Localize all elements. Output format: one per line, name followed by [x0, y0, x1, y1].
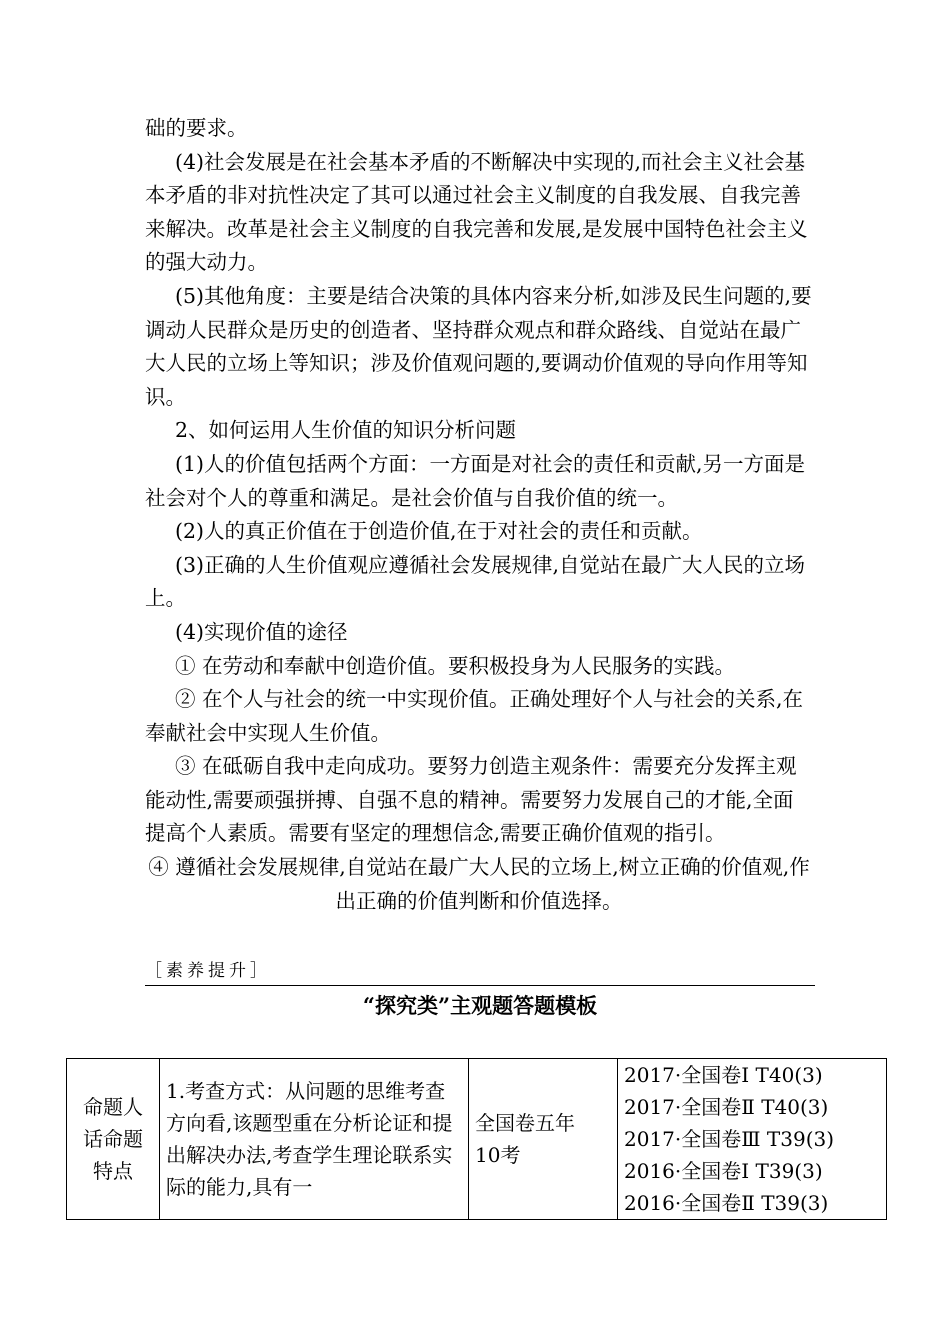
exam-item: 2016·全国卷Ⅱ T39(3) [624, 1191, 829, 1215]
paragraph-2: (5)其他角度：主要是结合决策的具体内容来分析,如涉及民生问题的,要调动人民群众是历史的创造者、坚持群众观点和群众路线、自觉站在最广大人民的立场上等知识；涉及价值观问题的,要调动价值观的导向作用等知识。 [145, 283, 812, 409]
frequency-line: 全国卷五年 [475, 1111, 575, 1135]
frequency-cell [469, 1059, 618, 1220]
row-label-cell [67, 1059, 160, 1220]
paragraph-0: 础的要求。 [145, 116, 248, 140]
paragraph-11: ④ 遵循社会发展规律,自觉站在最广大人民的立场上,树立正确的价值观,作出正确的价值判断和价值选择。 [148, 855, 810, 913]
row-label-line: 特点 [93, 1159, 133, 1183]
paragraph-4: (1)人的价值包括两个方面：一方面是对社会的责任和贡献,另一方面是社会对个人的尊重和满足。是社会价值与自我价值的统一。 [145, 451, 806, 510]
section-heading: ［素养提升］ [145, 958, 815, 986]
row-label-line: 话命题 [83, 1127, 143, 1151]
paragraph-1: (4)社会发展是在社会基本矛盾的不断解决中实现的,而社会主义社会基本矛盾的非对抗性决定了其可以通过社会主义制度的自我发展、自我完善来解决。改革是社会主义制度的自我完善和发展,是发展中国特色社会主义的强大动力。 [145, 149, 808, 275]
section-title: “探究类”主观题答题模板 [362, 993, 598, 1018]
exam-item: 2017·全国卷Ⅲ T39(3) [624, 1127, 835, 1151]
paragraph-8: ① 在劳动和奉献中创造价值。要积极投身为人民服务的实践。 [175, 653, 736, 678]
paragraph-3: 2、如何运用人生价值的知识分析问题 [175, 418, 517, 443]
exam-item: 2017·全国卷Ⅰ T40(3) [624, 1063, 823, 1087]
paragraph-10: ③ 在砥砺自我中走向成功。要努力创造主观条件：需要充分发挥主观能动性,需要顽强拼搏、自强不息的精神。需要努力发展自己的才能,全面提高个人素质。需要有坚定的理想信念,需要正确价值观的指引。 [145, 754, 797, 846]
frequency-line: 10考 [475, 1143, 521, 1167]
exam-list-cell [618, 1059, 887, 1220]
answer-template-table [66, 1058, 887, 1220]
paragraph-6: (3)正确的人生价值观应遵循社会发展规律,自觉站在最广大人民的立场上。 [145, 552, 806, 611]
body-text [145, 112, 813, 918]
row-label-line: 命题人 [83, 1095, 143, 1119]
paragraph-9: ② 在个人与社会的统一中实现价值。正确处理好个人与社会的关系,在奉献社会中实现人生价值。 [145, 687, 804, 745]
paragraph-7: (4)实现价值的途径 [175, 619, 348, 644]
exam-item: 2016·全国卷Ⅰ T39(3) [624, 1159, 823, 1183]
description-cell: 1.考查方式：从问题的思维考查方向看,该题型重在分析论证和提出解决办法,考查学生理论联系实际的能力,具有一 [160, 1059, 469, 1220]
paragraph-5: (2)人的真正价值在于创造价值,在于对社会的责任和贡献。 [175, 519, 703, 544]
exam-item: 2017·全国卷Ⅱ T40(3) [624, 1095, 829, 1119]
table-row [67, 1059, 887, 1220]
